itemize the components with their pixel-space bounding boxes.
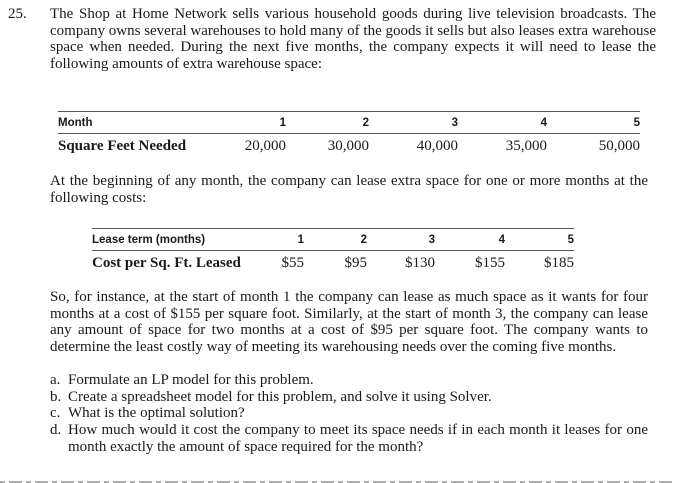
- month-header: 3: [369, 112, 458, 134]
- month-header: 1: [236, 112, 286, 134]
- sq-ft-value: 30,000: [327, 138, 369, 154]
- question-part: [50, 422, 648, 455]
- problem-number: 25.: [8, 6, 27, 22]
- part-marker: d.: [50, 422, 62, 439]
- lease-term-header: 1: [256, 229, 304, 251]
- cost-value: $155: [475, 255, 505, 271]
- sq-ft-value: 40,000: [416, 138, 458, 154]
- cost-value: $95: [344, 255, 367, 271]
- cropped-next-line: [0, 478, 673, 483]
- cost-table-value-row: [92, 251, 574, 277]
- lease-term-header: 5: [505, 229, 574, 251]
- cost-table-row-label: Cost per Sq. Ft. Leased: [92, 255, 241, 271]
- cost-value: $130: [405, 255, 435, 271]
- part-marker: c.: [50, 405, 61, 422]
- lease-term-header: 4: [435, 229, 505, 251]
- space-table-header-label: Month: [58, 112, 236, 134]
- example-paragraph: So, for instance, at the start of month 1 the company can lease as much space as it wants for four months at a cost of $155 per square foot. Similarly, at the start of month 3, the company can lease any amount of space for two months at a cost of $95 per square foot. The company wants to determine the least costly way of meeting its warehousing needs over the coming five months.: [50, 289, 648, 356]
- sq-ft-value: 50,000: [598, 138, 640, 154]
- lease-term-header: 3: [367, 229, 435, 251]
- question-part: [50, 372, 648, 389]
- problem-25: [8, 6, 656, 87]
- space-table-header-row: [58, 112, 640, 134]
- part-text: Formulate an LP model for this problem.: [68, 372, 314, 388]
- sq-ft-value: 35,000: [505, 138, 547, 154]
- part-marker: a.: [50, 372, 61, 388]
- month-header: 5: [547, 112, 640, 134]
- cost-table-header-label: Lease term (months): [92, 229, 256, 251]
- question-part: [50, 405, 648, 422]
- space-table-row-label: Square Feet Needed: [58, 138, 187, 154]
- cost-value: $185: [544, 255, 574, 271]
- space-table-value-row: [58, 134, 640, 160]
- lease-cost-table: [92, 228, 574, 276]
- question-parts-list: [50, 372, 648, 456]
- space-needed-table: [58, 111, 640, 159]
- cost-value: $55: [281, 255, 304, 271]
- month-header: 4: [458, 112, 547, 134]
- lease-intro: At the beginning of any month, the company can lease extra space for one or more months at the following costs:: [50, 173, 648, 206]
- month-header: 2: [286, 112, 369, 134]
- part-text: What is the optimal solution?: [68, 405, 245, 422]
- part-marker: b.: [50, 388, 62, 405]
- part-text: How much would it cost the company to meet its space needs if in each month it leases for one month exactly the amount of space required for the month?: [68, 422, 648, 455]
- cost-table-header-row: [92, 229, 574, 251]
- problem-intro: The Shop at Home Network sells various household goods during live television broadcasts. The company owns several warehouses to hold many of the goods it sells but also leases extra warehouse space when needed. During the next five months, the company expects it will need to lease the following amounts of extra warehouse space:: [50, 6, 656, 72]
- lease-term-header: 2: [304, 229, 367, 251]
- part-text: Create a spreadsheet model for this problem, and solve it using Solver.: [68, 388, 492, 405]
- question-part: [50, 389, 648, 406]
- sq-ft-value: 20,000: [244, 138, 286, 154]
